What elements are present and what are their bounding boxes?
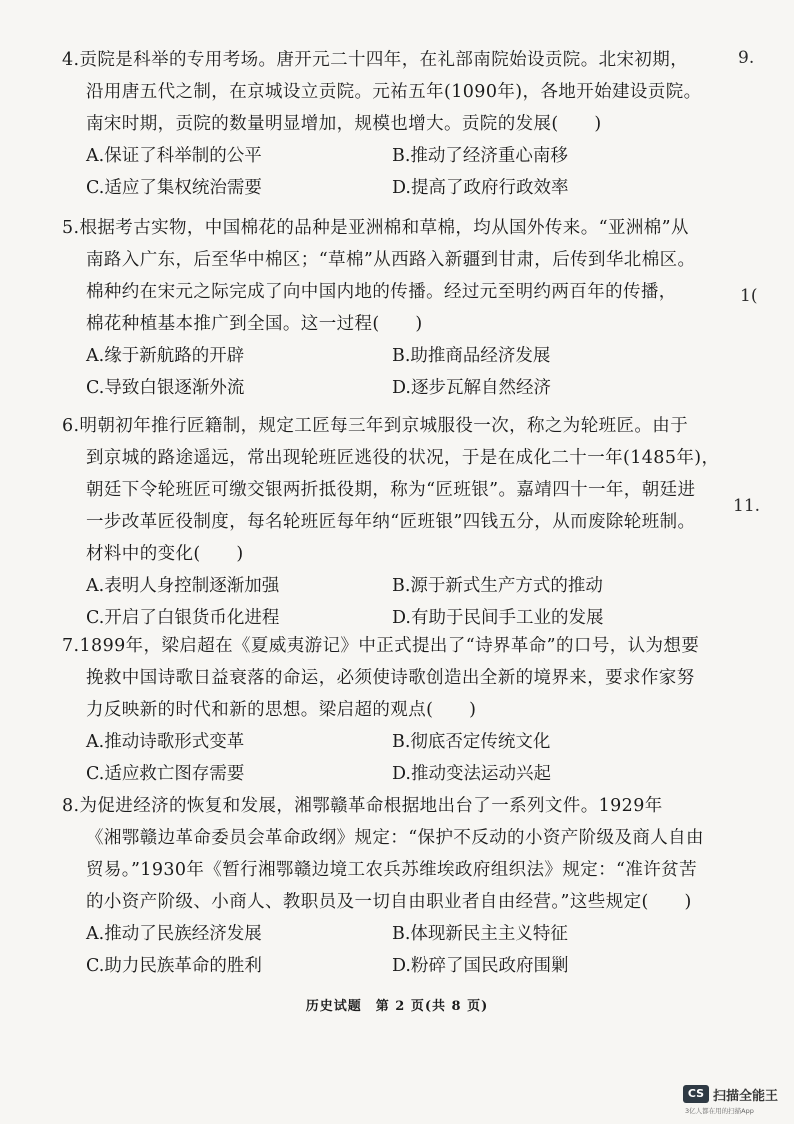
option-a[interactable]: A.缘于新航路的开辟 — [86, 346, 245, 366]
margin-mark: 9. — [738, 48, 755, 68]
option-d[interactable]: D.有助于民间手工业的发展 — [392, 608, 604, 628]
options-row — [62, 140, 728, 172]
page-footer: 历史试题 第 2 页(共 8 页) — [305, 999, 489, 1014]
question-stem-line: 7.1899年，梁启超在《夏威夷游记》中正式提出了“诗界革命”的口号，认为想要 — [62, 636, 700, 656]
question-stem-line: 棉花种植基本推广到全国。这一过程( ) — [86, 314, 423, 334]
question-stem-line: 朝廷下令轮班匠可缴交银两折抵役期，称为“匠班银”。嘉靖四十一年，朝廷进 — [86, 480, 696, 500]
option-b[interactable]: B.源于新式生产方式的推动 — [392, 576, 603, 596]
option-b[interactable]: B.彻底否定传统文化 — [392, 732, 551, 752]
watermark-app-name: 扫描全能王 — [713, 1089, 779, 1104]
options-row — [62, 372, 728, 404]
option-d[interactable]: D.提高了政府行政效率 — [392, 178, 569, 198]
question-stem-line: 一步改革匠役制度，每名轮班匠每年纳“匠班银”四钱五分，从而废除轮班制。 — [86, 512, 696, 532]
option-c[interactable]: C.助力民族革命的胜利 — [86, 956, 262, 976]
question-5 — [62, 212, 728, 404]
question-7 — [62, 630, 728, 790]
question-stem-line: 南路入广东，后至华中棉区；“草棉”从西路入新疆到甘肃，后传到华北棉区。 — [86, 250, 696, 270]
options-row — [62, 758, 728, 790]
option-d[interactable]: D.逐步瓦解自然经济 — [392, 378, 551, 398]
option-a[interactable]: A.表明人身控制逐渐加强 — [86, 576, 280, 596]
question-stem-line: 材料中的变化( ) — [86, 544, 244, 564]
question-stem-line: 5.根据考古实物，中国棉花的品种是亚洲棉和草棉，均从国外传来。“亚洲棉”从 — [62, 218, 689, 238]
question-8 — [62, 790, 728, 982]
options-row — [62, 918, 728, 950]
margin-mark: 1( — [740, 286, 758, 306]
question-stem-line: 棉种约在宋元之际完成了向中国内地的传播。经过元至明约两百年的传播， — [86, 282, 677, 302]
option-d[interactable]: D.粉碎了国民政府围剿 — [392, 956, 569, 976]
option-b[interactable]: B.体现新民主主义特征 — [392, 924, 568, 944]
options-row — [62, 570, 728, 602]
option-d[interactable]: D.推动变法运动兴起 — [392, 764, 551, 784]
question-stem-line: 的小资产阶级、小商人、教职员及一切自由职业者自由经营。”这些规定( ) — [86, 892, 692, 912]
watermark-tagline: 3亿人都在用的扫描App — [685, 1107, 754, 1115]
question-6 — [62, 410, 728, 634]
question-stem-line: 到京城的路途遥远，常出现轮班匠逃役的状况，于是在成化二十一年(1485年)， — [86, 448, 720, 468]
option-a[interactable]: A.保证了科举制的公平 — [86, 146, 262, 166]
option-c[interactable]: C.适应了集权统治需要 — [86, 178, 262, 198]
options-row — [62, 950, 728, 982]
options-row — [62, 726, 728, 758]
question-stem-line: 力反映新的时代和新的思想。梁启超的观点( ) — [86, 700, 477, 720]
question-stem-line: 6.明朝初年推行匠籍制，规定工匠每三年到京城服役一次，称之为轮班匠。由于 — [62, 416, 689, 436]
question-stem-line: 4.贡院是科举的专用考场。唐开元二十四年，在礼部南院始设贡院。北宋初期， — [62, 50, 689, 70]
option-b[interactable]: B.推动了经济重心南移 — [392, 146, 568, 166]
option-c[interactable]: C.导致白银逐渐外流 — [86, 378, 245, 398]
question-stem-line: 贸易。”1930年《暂行湘鄂赣边境工农兵苏维埃政府组织法》规定：“准许贫苦 — [86, 860, 697, 880]
camscanner-logo-icon: CS — [683, 1085, 709, 1103]
question-stem-line: 南宋时期，贡院的数量明显增加，规模也增大。贡院的发展( ) — [86, 114, 602, 134]
question-stem-line: 8.为促进经济的恢复和发展，湘鄂赣革命根据地出台了一系列文件。1929年 — [62, 796, 663, 816]
question-stem-line: 《湘鄂赣边革命委员会革命政纲》规定：“保护不反动的小资产阶级及商人自由 — [86, 828, 704, 848]
question-stem-line: 挽救中国诗歌日益衰落的命运，必须使诗歌创造出全新的境界来，要求作家努 — [86, 668, 695, 688]
margin-mark: 11. — [733, 496, 761, 516]
question-stem-line: 沿用唐五代之制，在京城设立贡院。元祐五年(1090年)，各地开始建设贡院。 — [86, 82, 702, 102]
option-a[interactable]: A.推动诗歌形式变革 — [86, 732, 245, 752]
scanner-watermark — [683, 1085, 789, 1117]
option-b[interactable]: B.助推商品经济发展 — [392, 346, 551, 366]
question-4 — [62, 44, 728, 204]
option-c[interactable]: C.适应救亡图存需要 — [86, 764, 245, 784]
option-c[interactable]: C.开启了白银货币化进程 — [86, 608, 280, 628]
options-row — [62, 172, 728, 204]
options-row — [62, 340, 728, 372]
option-a[interactable]: A.推动了民族经济发展 — [86, 924, 262, 944]
